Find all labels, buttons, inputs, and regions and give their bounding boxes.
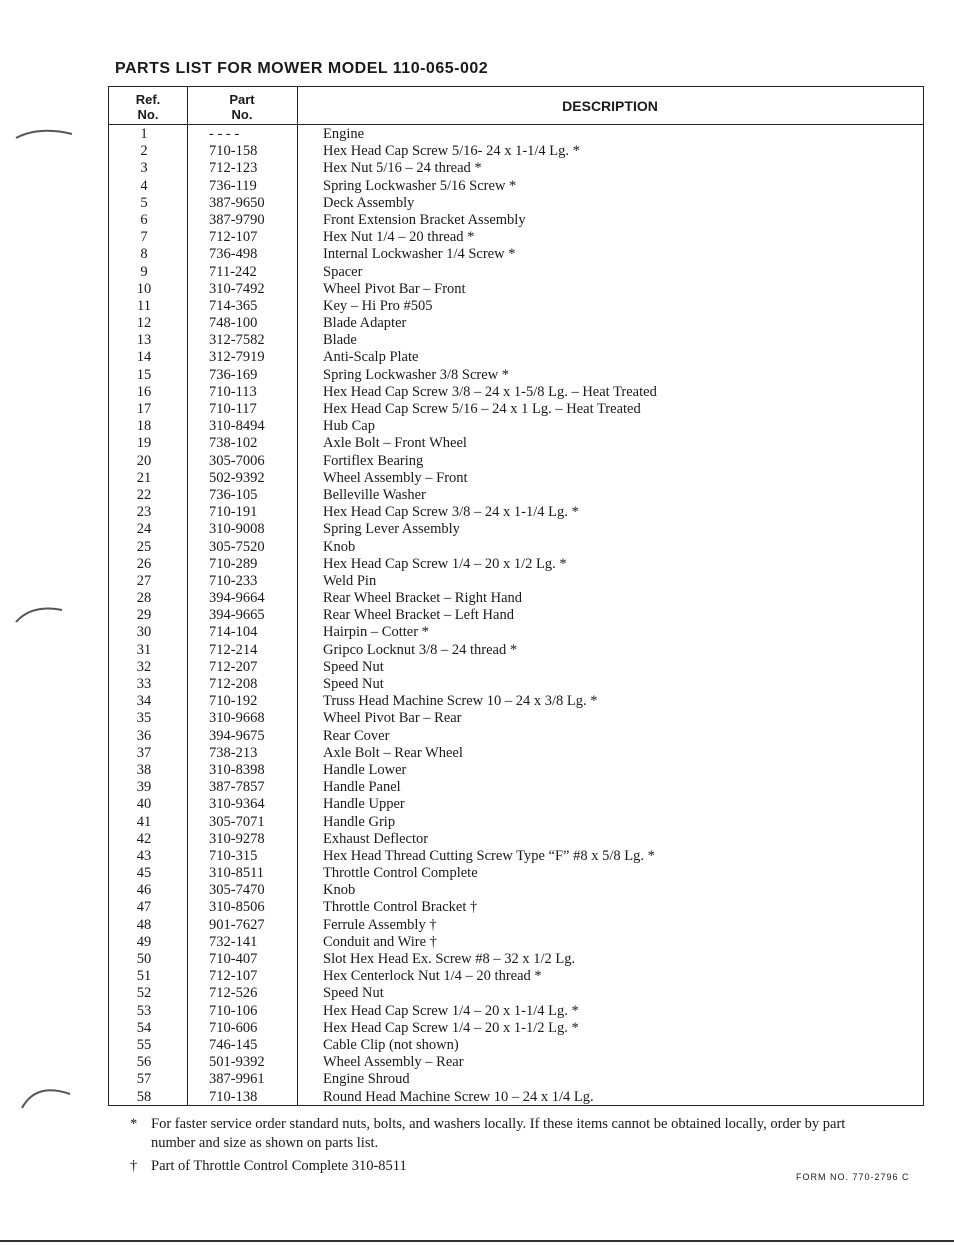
part-number-cell: 394-9665 — [209, 607, 265, 624]
description-cell: Wheel Pivot Bar – Rear — [323, 710, 462, 727]
table-row — [109, 246, 923, 263]
description-cell: Hex Centerlock Nut 1/4 – 20 thread * — [323, 968, 542, 985]
part-number-cell: 502-9392 — [209, 469, 265, 486]
ref-number-cell: 17 — [136, 401, 152, 417]
part-number-cell: 712-123 — [209, 160, 258, 177]
part-number-cell: 710-113 — [209, 383, 257, 400]
header-divider — [109, 124, 923, 125]
ref-number-cell: 58 — [136, 1088, 152, 1105]
footnotes — [128, 1115, 848, 1176]
description-cell: Exhaust Deflector — [323, 830, 429, 847]
part-number-cell: 710-289 — [209, 555, 258, 572]
table-row — [109, 126, 923, 143]
page-title: PARTS LIST FOR MOWER MODEL 110-065-002 — [115, 60, 489, 77]
header-part-line2: No. — [231, 107, 253, 122]
description-cell: Handle Grip — [323, 813, 396, 830]
part-number-cell: 310-9008 — [209, 521, 265, 538]
table-row — [109, 143, 923, 160]
form-number: FORM NO. 770-2796 C — [796, 1172, 910, 1182]
ref-number-cell: 14 — [136, 349, 152, 366]
ref-number-cell: 21 — [136, 469, 152, 486]
ref-number-cell: 42 — [136, 830, 152, 847]
table-row — [109, 1054, 923, 1071]
table-row — [109, 556, 923, 573]
description-cell: Engine Shroud — [323, 1071, 410, 1088]
table-row — [109, 745, 923, 762]
table-row — [109, 487, 923, 504]
table-row — [109, 418, 923, 435]
description-cell: Wheel Assembly – Front — [323, 469, 468, 486]
part-number-cell: 746-145 — [209, 1036, 258, 1053]
part-number-cell: 738-102 — [209, 435, 258, 452]
table-row — [109, 453, 923, 470]
table-row — [109, 968, 923, 985]
description-cell: Hub Cap — [323, 418, 375, 435]
part-number-cell: 387-9961 — [209, 1071, 265, 1088]
part-number-cell: 710-106 — [209, 1002, 258, 1019]
part-number-cell: 710-117 — [209, 401, 257, 417]
description-cell: Rear Cover — [323, 727, 390, 744]
ref-number-cell: 13 — [136, 332, 152, 349]
part-number-cell: 710-192 — [209, 693, 258, 710]
table-row — [109, 676, 923, 693]
ref-number-cell: 43 — [136, 847, 152, 864]
description-cell: Throttle Control Bracket † — [323, 899, 478, 916]
ref-number-cell: 30 — [136, 624, 152, 641]
table-row — [109, 195, 923, 212]
ref-number-cell: 37 — [136, 744, 152, 761]
ref-number-cell: 47 — [136, 899, 152, 916]
part-number-cell: - - - - — [209, 126, 240, 142]
table-body — [109, 126, 923, 1106]
description-cell: Hex Head Cap Screw 1/4 – 20 x 1-1/2 Lg. * — [323, 1019, 579, 1036]
table-row — [109, 1037, 923, 1054]
part-number-cell: 310-8511 — [209, 865, 265, 882]
table-row — [109, 1071, 923, 1088]
description-cell: Engine — [323, 126, 365, 142]
ref-number-cell: 23 — [136, 504, 152, 521]
description-cell: Hex Head Cap Screw 3/8 – 24 x 1-1/4 Lg. * — [323, 504, 579, 521]
table-row — [109, 865, 923, 882]
description-cell: Handle Lower — [323, 761, 407, 778]
table-row — [109, 264, 923, 281]
ref-number-cell: 41 — [136, 813, 152, 830]
table-row — [109, 349, 923, 366]
part-number-cell: 710-315 — [209, 847, 258, 864]
description-cell: Cable Clip (not shown) — [323, 1036, 459, 1053]
ref-number-cell: 20 — [136, 452, 152, 469]
part-number-cell: 732-141 — [209, 933, 258, 950]
part-number-cell: 714-104 — [209, 624, 258, 641]
ref-number-cell: 12 — [136, 315, 152, 332]
ref-number-cell: 19 — [136, 435, 152, 452]
description-cell: Belleville Washer — [323, 486, 426, 503]
part-number-cell: 710-191 — [209, 504, 258, 521]
table-row — [109, 332, 923, 349]
table-row — [109, 367, 923, 384]
part-number-cell: 710-138 — [209, 1088, 258, 1105]
ref-number-cell: 3 — [140, 160, 148, 177]
table-row — [109, 848, 923, 865]
part-number-cell: 310-8506 — [209, 899, 265, 916]
part-number-cell: 310-9668 — [209, 710, 265, 727]
ref-number-cell: 36 — [136, 727, 152, 744]
description-cell: Front Extension Bracket Assembly — [323, 211, 526, 228]
binder-hole-mark — [14, 598, 74, 628]
description-cell: Hex Head Cap Screw 5/16- 24 x 1-1/4 Lg. * — [323, 143, 580, 160]
description-cell: Slot Hex Head Ex. Screw #8 – 32 x 1/2 Lg. — [323, 951, 576, 967]
description-cell: Round Head Machine Screw 10 – 24 x 1/4 Lg. — [323, 1088, 594, 1105]
binder-hole-mark — [14, 120, 74, 150]
part-number-cell: 312-7582 — [209, 332, 265, 349]
table-row — [109, 624, 923, 641]
table-row — [109, 814, 923, 831]
header-part-no — [187, 92, 297, 122]
table-row — [109, 1089, 923, 1106]
header-ref-no — [109, 92, 187, 122]
ref-number-cell: 53 — [136, 1002, 152, 1019]
description-cell: Fortiflex Bearing — [323, 452, 424, 469]
description-cell: Handle Panel — [323, 779, 401, 796]
ref-number-cell: 34 — [136, 693, 152, 710]
part-number-cell: 387-7857 — [209, 779, 265, 796]
ref-number-cell: 6 — [140, 211, 148, 228]
dagger-mark: † — [130, 1158, 138, 1174]
description-cell: Axle Bolt – Front Wheel — [323, 435, 467, 452]
description-cell: Hex Head Cap Screw 5/16 – 24 x 1 Lg. – Heat Treated — [323, 401, 641, 417]
description-cell: Conduit and Wire † — [323, 933, 437, 950]
part-number-cell: 710-407 — [209, 951, 258, 967]
part-number-cell: 712-526 — [209, 985, 258, 1002]
part-number-cell: 394-9664 — [209, 590, 265, 607]
page-bottom-rule — [0, 1240, 954, 1242]
ref-number-cell: 2 — [140, 143, 148, 160]
part-number-cell: 305-7520 — [209, 538, 265, 555]
part-number-cell: 736-105 — [209, 486, 258, 503]
ref-number-cell: 7 — [140, 229, 148, 246]
header-ref-line2: No. — [137, 107, 159, 122]
part-number-cell: 305-7006 — [209, 452, 265, 469]
ref-number-cell: 56 — [136, 1054, 152, 1071]
table-row — [109, 315, 923, 332]
ref-number-cell: 45 — [136, 865, 152, 882]
ref-number-cell: 25 — [136, 538, 152, 555]
table-row — [109, 281, 923, 298]
footnote-dagger-text: Part of Throttle Control Complete 310-8511 — [151, 1158, 407, 1174]
binder-hole-mark — [14, 1080, 74, 1110]
part-number-cell: 312-7919 — [209, 349, 265, 366]
description-cell: Throttle Control Complete — [323, 865, 478, 882]
description-cell: Handle Upper — [323, 796, 405, 813]
description-cell: Spring Lever Assembly — [323, 521, 460, 538]
table-row — [109, 539, 923, 556]
part-number-cell: 305-7470 — [209, 882, 265, 899]
description-cell: Wheel Pivot Bar – Front — [323, 280, 466, 297]
description-cell: Gripco Locknut 3/8 – 24 thread * — [323, 641, 518, 658]
ref-number-cell: 15 — [136, 366, 152, 383]
table-row — [109, 659, 923, 676]
table-row — [109, 728, 923, 745]
table-row — [109, 401, 923, 418]
part-number-cell: 714-365 — [209, 297, 258, 314]
ref-number-cell: 57 — [136, 1071, 152, 1088]
ref-number-cell: 18 — [136, 418, 152, 435]
table-row — [109, 470, 923, 487]
table-row — [109, 590, 923, 607]
description-cell: Hex Nut 1/4 – 20 thread * — [323, 229, 475, 246]
table-row — [109, 521, 923, 538]
part-number-cell: 712-107 — [209, 968, 258, 985]
ref-number-cell: 28 — [136, 590, 152, 607]
footnote-star — [128, 1115, 848, 1153]
part-number-cell: 710-606 — [209, 1019, 258, 1036]
ref-number-cell: 9 — [140, 263, 148, 280]
description-cell: Wheel Assembly – Rear — [323, 1054, 464, 1071]
ref-number-cell: 54 — [136, 1019, 152, 1036]
description-cell: Hex Head Cap Screw 1/4 – 20 x 1/2 Lg. * — [323, 555, 567, 572]
table-row — [109, 831, 923, 848]
ref-number-cell: 5 — [140, 194, 148, 211]
ref-number-cell: 52 — [136, 985, 152, 1002]
ref-number-cell: 29 — [136, 607, 152, 624]
table-row — [109, 607, 923, 624]
table-row — [109, 882, 923, 899]
header-part-line1: Part — [229, 92, 255, 107]
header-ref-line1: Ref. — [135, 92, 161, 107]
table-row — [109, 985, 923, 1002]
table-row — [109, 899, 923, 916]
ref-number-cell: 33 — [136, 676, 152, 692]
part-number-cell: 394-9675 — [209, 727, 265, 744]
ref-number-cell: 27 — [136, 572, 152, 589]
part-number-cell: 711-242 — [209, 263, 257, 280]
part-number-cell: 736-498 — [209, 246, 258, 263]
part-number-cell: 748-100 — [209, 315, 258, 332]
part-number-cell: 387-9650 — [209, 194, 265, 211]
ref-number-cell: 24 — [136, 521, 152, 538]
description-cell: Blade — [323, 332, 357, 349]
table-row — [109, 917, 923, 934]
table-row — [109, 762, 923, 779]
ref-number-cell: 8 — [140, 246, 148, 263]
description-cell: Hex Head Thread Cutting Screw Type “F” #8 x 5/8 Lg. * — [323, 847, 655, 864]
description-cell: Rear Wheel Bracket – Left Hand — [323, 607, 514, 624]
part-number-cell: 501-9392 — [209, 1054, 265, 1071]
ref-number-cell: 16 — [136, 383, 152, 400]
table-row — [109, 642, 923, 659]
description-cell: Speed Nut — [323, 676, 384, 692]
footnote-dagger — [128, 1157, 848, 1176]
ref-number-cell: 48 — [136, 916, 152, 933]
description-cell: Rear Wheel Bracket – Right Hand — [323, 590, 523, 607]
part-number-cell: 736-119 — [209, 177, 257, 194]
description-cell: Axle Bolt – Rear Wheel — [323, 744, 463, 761]
description-cell: Anti-Scalp Plate — [323, 349, 419, 366]
description-cell: Spring Lockwasher 3/8 Screw * — [323, 366, 510, 383]
ref-number-cell: 1 — [140, 126, 148, 142]
description-cell: Speed Nut — [323, 658, 384, 675]
part-number-cell: 387-9790 — [209, 211, 265, 228]
table-row — [109, 229, 923, 246]
part-number-cell: 712-214 — [209, 641, 258, 658]
ref-number-cell: 32 — [136, 658, 152, 675]
ref-number-cell: 22 — [136, 486, 152, 503]
part-number-cell: 310-8494 — [209, 418, 265, 435]
ref-number-cell: 31 — [136, 641, 152, 658]
description-cell: Truss Head Machine Screw 10 – 24 x 3/8 Lg. * — [323, 693, 598, 710]
description-cell: Internal Lockwasher 1/4 Screw * — [323, 246, 516, 263]
ref-number-cell: 55 — [136, 1036, 152, 1053]
ref-number-cell: 26 — [136, 555, 152, 572]
table-row — [109, 435, 923, 452]
table-row — [109, 298, 923, 315]
description-cell: Hex Head Cap Screw 1/4 – 20 x 1-1/4 Lg. * — [323, 1002, 579, 1019]
ref-number-cell: 38 — [136, 761, 152, 778]
table-row — [109, 710, 923, 727]
description-cell: Deck Assembly — [323, 194, 415, 211]
table-row — [109, 1003, 923, 1020]
parts-table — [108, 86, 924, 1106]
part-number-cell: 901-7627 — [209, 916, 265, 933]
description-cell: Knob — [323, 538, 356, 555]
table-row — [109, 693, 923, 710]
description-cell: Key – Hi Pro #505 — [323, 297, 433, 314]
part-number-cell: 712-208 — [209, 676, 258, 692]
ref-number-cell: 10 — [136, 280, 152, 297]
table-row — [109, 934, 923, 951]
table-row — [109, 504, 923, 521]
ref-number-cell: 40 — [136, 796, 152, 813]
description-cell: Knob — [323, 882, 356, 899]
description-cell: Speed Nut — [323, 985, 384, 1002]
part-number-cell: 305-7071 — [209, 813, 265, 830]
table-row — [109, 178, 923, 195]
table-row — [109, 779, 923, 796]
asterisk-mark: * — [130, 1116, 138, 1132]
ref-number-cell: 35 — [136, 710, 152, 727]
table-row — [109, 160, 923, 177]
ref-number-cell: 46 — [136, 882, 152, 899]
table-row — [109, 951, 923, 968]
description-cell: Spring Lockwasher 5/16 Screw * — [323, 177, 517, 194]
ref-number-cell: 11 — [137, 297, 151, 314]
ref-number-cell: 39 — [136, 779, 152, 796]
ref-number-cell: 50 — [136, 951, 152, 967]
ref-number-cell: 49 — [136, 933, 152, 950]
part-number-cell: 738-213 — [209, 744, 258, 761]
part-number-cell: 310-7492 — [209, 280, 265, 297]
part-number-cell: 712-107 — [209, 229, 258, 246]
description-cell: Weld Pin — [323, 572, 377, 589]
table-row — [109, 1020, 923, 1037]
description-cell: Hex Nut 5/16 – 24 thread * — [323, 160, 482, 177]
part-number-cell: 310-9278 — [209, 830, 265, 847]
part-number-cell: 710-233 — [209, 572, 258, 589]
table-row — [109, 212, 923, 229]
description-cell: Spacer — [323, 263, 363, 280]
ref-number-cell: 51 — [136, 968, 152, 985]
description-cell: Hex Head Cap Screw 3/8 – 24 x 1-5/8 Lg. – Heat Treated — [323, 383, 657, 400]
footnote-star-text: For faster service order standard nuts, bolts, and washers locally. If these items cannot be obtained locally, order by part number and size as shown on parts list. — [151, 1116, 846, 1151]
table-row — [109, 384, 923, 401]
description-cell: Ferrule Assembly † — [323, 916, 437, 933]
description-cell: Hairpin – Cotter * — [323, 624, 429, 641]
part-number-cell: 712-207 — [209, 658, 258, 675]
table-row — [109, 573, 923, 590]
part-number-cell: 710-158 — [209, 143, 258, 160]
table-row — [109, 796, 923, 813]
part-number-cell: 310-8398 — [209, 761, 265, 778]
header-description: DESCRIPTION — [562, 98, 658, 114]
part-number-cell: 310-9364 — [209, 796, 265, 813]
part-number-cell: 736-169 — [209, 366, 258, 383]
ref-number-cell: 4 — [140, 177, 148, 194]
description-cell: Blade Adapter — [323, 315, 407, 332]
